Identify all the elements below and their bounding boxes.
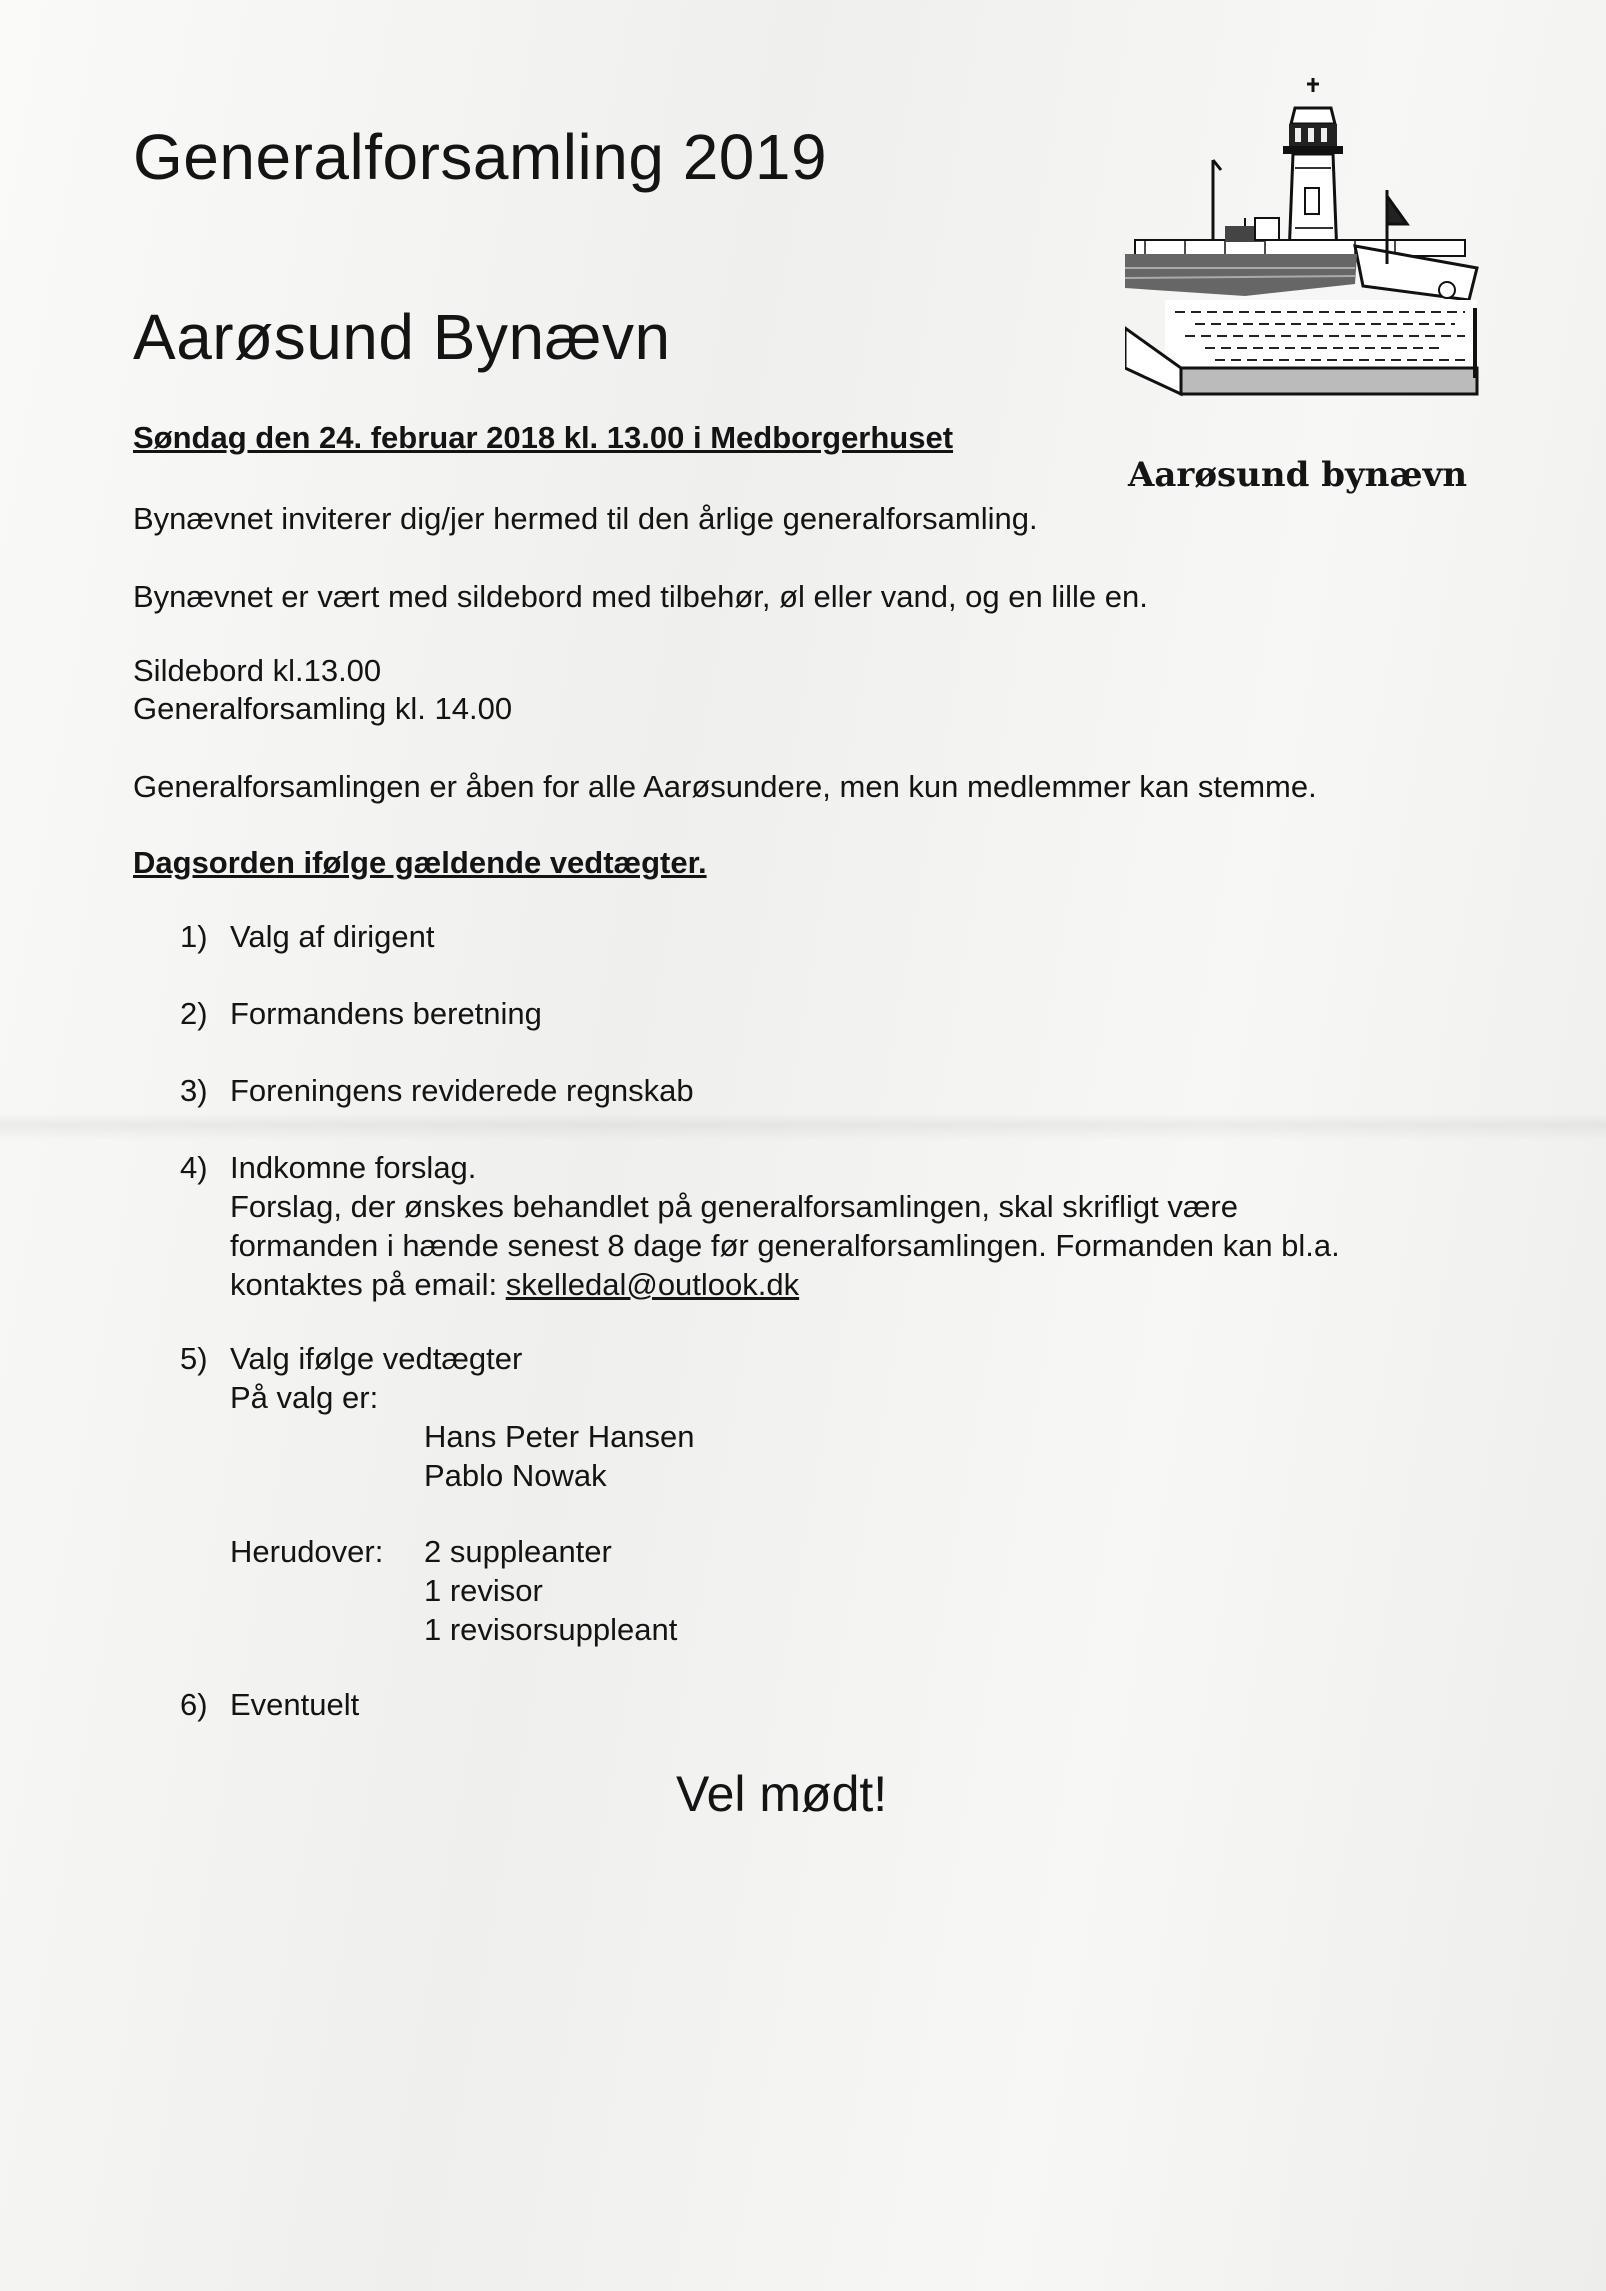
organization-title: Aarøsund Bynævn [133,301,671,373]
proposal-deadline-line: formanden i hænde senest 8 dage før generalforsamlingen. Formanden kan bl.a. [230,1228,1340,1263]
contact-prefix: kontaktes på email: [230,1267,498,1302]
agenda-item-number: 3) [180,1073,208,1108]
access-text: Generalforsamlingen er åben for alle Aarøsundere, men kun medlemmer kan stemme. [133,769,1317,804]
harbour-lighthouse-icon [1125,78,1485,500]
agenda-item-text: Valg ifølge vedtægter [230,1341,523,1376]
logo-caption: Aarøsund bynævn [1128,455,1468,495]
agenda-title: Dagsorden ifølge gældende vedtægter. [133,845,707,880]
agenda-item-number: 2) [180,996,208,1031]
agenda-item-number: 6) [180,1687,208,1722]
extra-position: 2 suppleanter [424,1534,612,1569]
email-link[interactable]: skelledal@outlook.dk [505,1267,800,1302]
agenda-item-text: Indkomne forslag. [230,1150,477,1185]
schedule-generalforsamling: Generalforsamling kl. 14.00 [133,691,513,726]
candidate-name: Pablo Nowak [424,1458,607,1493]
agenda-item-number: 5) [180,1341,208,1376]
invite-text: Bynævnet inviterer dig/jer hermed til den årlige generalforsamling. [133,501,1038,536]
election-subheading: På valg er: [230,1380,379,1415]
event-date-line: Søndag den 24. februar 2018 kl. 13.00 i Medborgerhuset [133,420,954,455]
extra-position: 1 revisor [424,1573,543,1608]
closing-greeting: Vel mødt! [676,1766,888,1822]
document-title: Generalforsamling 2019 [133,121,828,193]
agenda-item-text: Formandens beretning [230,996,542,1031]
agenda-item-number: 1) [180,919,208,954]
schedule-sildebord: Sildebord kl.13.00 [133,653,382,688]
contact-line [230,1266,799,1304]
proposal-rule-line: Forslag, der ønskes behandlet på generalforsamlingen, skal skrifligt være [230,1189,1238,1224]
agenda-item-text: Eventuelt [230,1687,360,1722]
agenda-item-text: Valg af dirigent [230,919,435,954]
agenda-item-number: 4) [180,1150,208,1185]
extra-position: 1 revisorsuppleant [424,1612,678,1647]
candidate-name: Hans Peter Hansen [424,1419,695,1454]
extra-label: Herudover: [230,1534,384,1569]
host-text: Bynævnet er vært med sildebord med tilbehør, øl eller vand, og en lille en. [133,579,1148,614]
agenda-item-text: Foreningens reviderede regnskab [230,1073,694,1108]
